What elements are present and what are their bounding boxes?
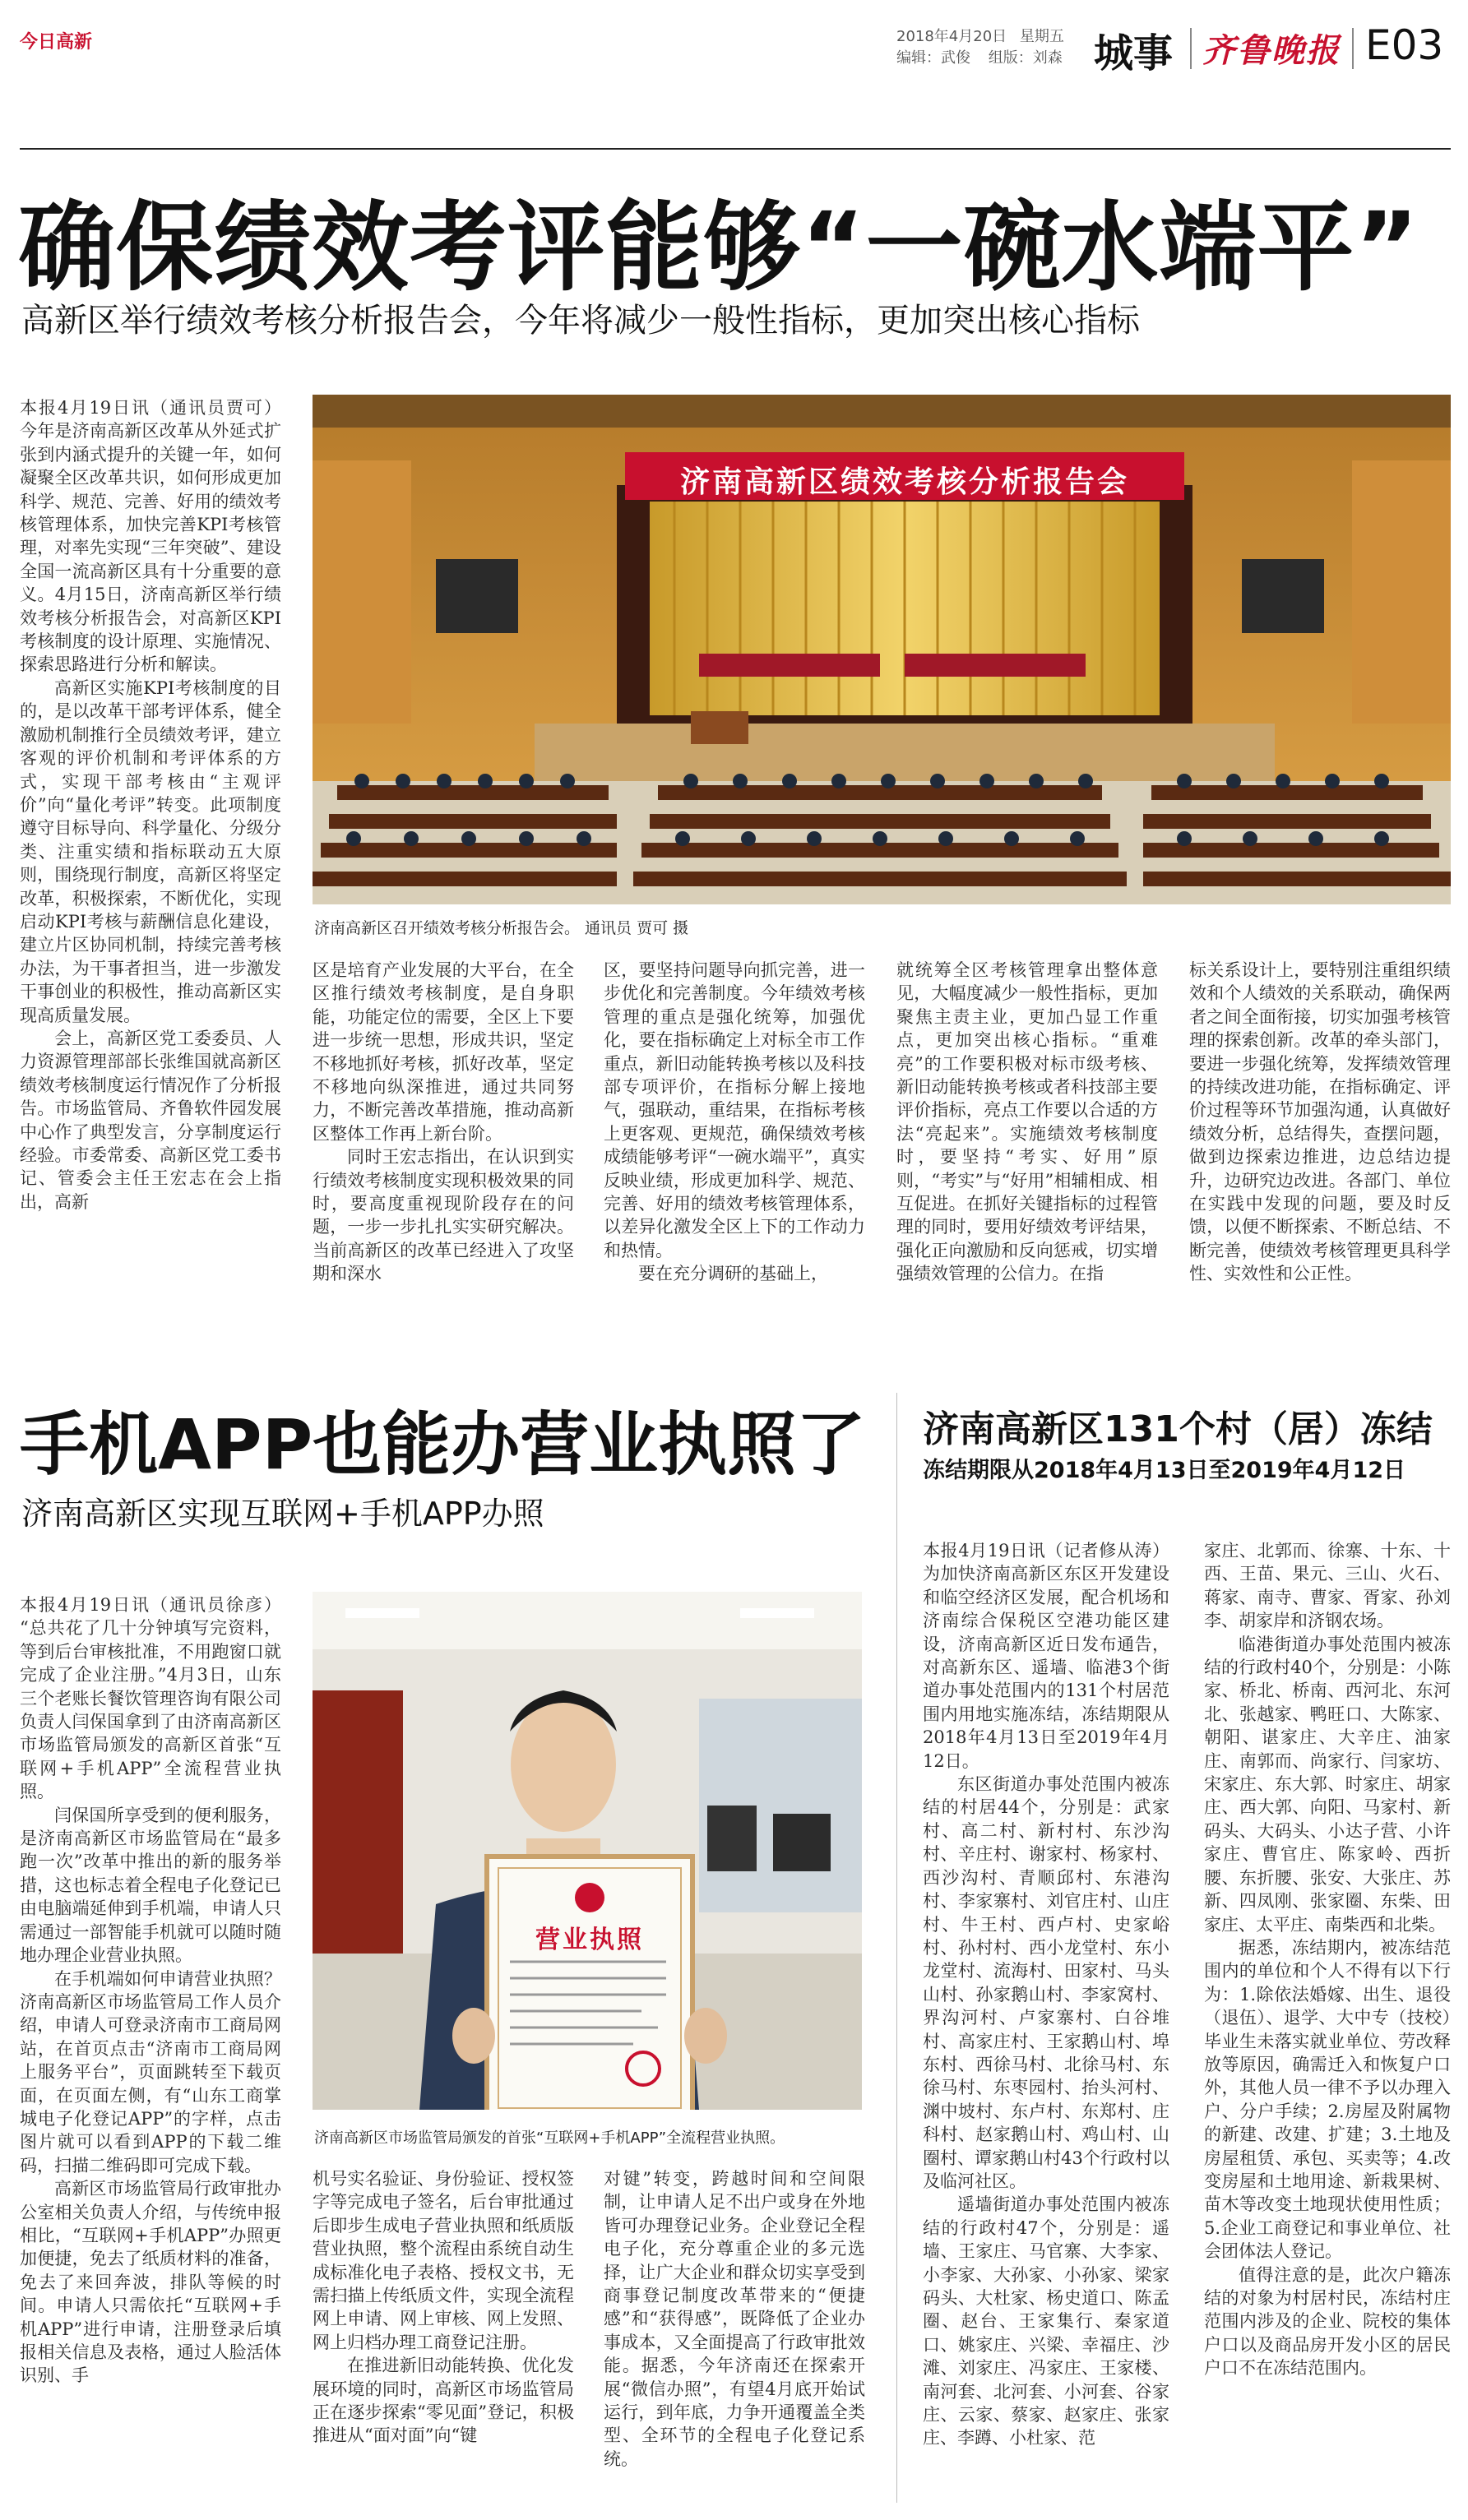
article2-col1-para: 在手机端如何申请营业执照？济南高新区市场监管局工作人员介绍，申请人可登录济南市工商局网站，在首页点击“济南市工商局网上服务平台”，页面跳转至下载页面，在页面左侧，有“山东工商掌城电子化登记APP”的字样，点击图片就可以看到APP的下载二维码，扫描二维码即可完成下载。 xyxy=(20,1968,281,2176)
article2-col2-para: 在推进新旧动能转换、优化发展环境的同时，高新区市场监管局正在逐步探索“零见面”登记，积极推进从“面对面”向“键 xyxy=(313,2356,574,2446)
article1-col5-para: 标关系设计上，要特别注重组织绩效和个人绩效的关系联动，确保两者之间全面衔接，切实加强考核管理的探索创新。改革的牵头部门，要进一步强化统筹，发挥绩效管理的持续改进功能，在指标确定、评价过程等环节加强沟通，认真做好绩效分析，总结得失，查摆问题，做到边探索边推进，边总结边提升，边研究边改进。各部门、单位在实践中发现的问题，要及时反馈，以便不断探索、不断总结、不断完善，使绩效考核管理更具科学性、实效性和公正性。 xyxy=(1189,960,1451,1284)
article1-col4 xyxy=(896,959,1158,1357)
article3-col1-para: 本报4月19日讯（记者修从涛） 为加快济南高新区东区开发建设和临空经济区发展，配合机场和济南综合保税区空港功能区建设，济南高新区近日发布通告，对高新东区、遥墙、临港3个街道办事处范围内的131个村居范围内用地实施冻结，冻结期限从2018年4月13日至2019年4月12日。 xyxy=(923,1541,1169,1771)
article2-headline: 手机APP也能办营业执照了 xyxy=(20,1404,866,1485)
article2-col1-para: 闫保国所享受到的便利服务，是济南高新区市场监管局在“最多跑一次”改革中推出的新的服务举措，这也标志着全程电子化登记已由电脑端延伸到手机端，申请人只需通过一部智能手机就可以随时随地办理企业营业执照。 xyxy=(20,1805,281,1966)
article2-col3-para: 对键”转变，跨越时间和空间限制，让申请人足不出户或身在外地皆可办理登记业务。企业登记全程电子化，充分尊重企业的多元选择，让广大企业和群众切实享受到商事登记制度改革带来的“便捷感”和“获得感”，既降低了企业办事成本，又全面提高了行政审批效能。据悉，今年济南还在探索开展“微信办照”，有望4月底开始试运行，到年底，力争开通覆盖全类型、全环节的全程电子化登记系统。 xyxy=(604,2169,865,2469)
article1-col3-para: 要在充分调研的基础上， xyxy=(638,1264,828,1284)
issue-credits xyxy=(896,46,1063,67)
article1-col1-para: 会上，高新区党工委委员、人力资源管理部部长张维国就高新区绩效考核制度运行情况作了分析报告。市场监管局、齐鲁软件园发展中心作了典型发言，分享制度运行经验。市委常委、高新区党工委书记、管委会主任王宏志在会上指出，高新 xyxy=(20,1028,281,1212)
office-illustration xyxy=(313,1592,862,2110)
column-name: 城事 xyxy=(1094,30,1174,76)
article1-col2-para: 同时王宏志指出，在认识到实行绩效考核制度实现积极效果的同时，要高度重视现阶段存在的问题，一步一步扎扎实实研究解决。当前高新区的改革已经进入了攻坚期和深水 xyxy=(313,1147,574,1284)
section-tag: 今日高新 xyxy=(20,32,93,53)
date-text: 2018年4月20日 xyxy=(896,28,1007,45)
article1-col1-para: 本报4月19日讯（通讯员贾可） 今年是济南高新区改革从外延式扩张到内涵式提升的关键一年，如何凝聚全区改革共识，如何形成更加科学、规范、完善、好用的绩效考核管理体系，加快完善KPI考核管理，对率先实现“三年突破”、建设全国一流高新区具有十分重要的意义。4月15日，济南高新区举行绩效考核分析报告会，对高新区KPI考核制度的设计原理、实施情况、探索思路进行分析和解读。 xyxy=(20,398,281,675)
article1-photo xyxy=(313,395,1451,904)
article3-col2-para: 据悉，冻结期内，被冻结范围内的单位和个人不得有以下行为：1.除依法婚嫁、出生、退役（退伍）、退学、大中专（技校）毕业生未落实就业单位、劳改释放等原因，确需迁入和恢复户口外，其他人员一律不予以办理入户、分户手续；2.房屋及附属物的新建、改建、扩建；3.土地及房屋租赁、承包、买卖等；4.改变房屋和土地用途、新栽果树、苗木等改变土地现状使用性质；5.企业工商登记和事业单位、社会团体法人登记。 xyxy=(1204,1937,1451,2262)
article1-headline: 确保绩效考评能够“一碗水端平” xyxy=(18,191,1420,304)
header-divider-2 xyxy=(1352,28,1354,69)
header-rule xyxy=(20,148,1451,150)
license-title: 营业执照 xyxy=(535,1926,644,1954)
article1-col1-para: 高新区实施KPI考核制度的目的，是以改革干部考评体系，健全激励机制推行全员绩效考评，建立客观的评价机制和考评体系的方式，实现干部考核由“主观评价”向“量化考评”转变。此项制度遵守目标导向、科学量化、分级分类、注重实绩和指标联动五大原则，围绕现行制度，高新区将坚定改革，积极探索，不断优化，实现启动KPI考核与薪酬信息化建设，建立片区协同机制，持续完善考核办法，为干事者担当，进一步激发干事创业的积极性，推动高新区实现高质量发展。 xyxy=(20,677,281,1025)
layout-text: 组版：刘森 xyxy=(988,49,1063,67)
column-separator xyxy=(896,1393,897,2503)
article1-col4-para: 就统筹全区考核管理拿出整体意见，大幅度减少一般性指标，更加聚焦主责主业，更加凸显工作重点，更加突出核心指标。“重难亮”的工作要积极对标市级考核、新旧动能转换考核或者科技部主要评价指标，亮点工作要以合适的方法“亮起来”。实施绩效考核制度时，要坚持“考实、好用”原则，“考实”与“好用”相辅相成、相互促进。在抓好关键指标的过程管理的同时，要用好绩效考评结果，强化正向激励和反向惩戒，切实增强绩效管理的公信力。在指 xyxy=(896,960,1158,1284)
article3-col2-para: 临港街道办事处范围内被冻结的行政村40个，分别是：小陈家、桥北、桥南、西河北、东河北、张越家、鸭旺口、大陈家、朝阳、谌家庄、大辛庄、油家庄、南郭而、尚家行、闫家坊、宋家庄、东大郭、时家庄、胡家庄、西大郭、向阳、马家村、新码头、大码头、小达子营、小许家庄、曹官庄、陈家岭、西折腰、东折腰、张安、大张庄、苏新、四凤刚、张家圈、东柴、田家庄、太平庄、南柴西和北柴。 xyxy=(1204,1634,1451,1935)
article3-col1 xyxy=(923,1539,1169,2508)
header-divider xyxy=(1190,28,1192,69)
article3-headline: 济南高新区131个村（居）冻结 xyxy=(923,1408,1433,1450)
article3-subhead: 冻结期限从2018年4月13日至2019年4月12日 xyxy=(923,1458,1406,1483)
article3-col1-para: 遥墙街道办事处范围内被冻结的行政村47个，分别是：遥墙、王家庄、马官寨、大李家、小李家、大孙家、小孙家、梁家码头、大杜家、杨史道口、陈孟圈、赵台、王家集行、秦家道口、姚家庄、兴梁、幸福庄、沙滩、刘家庄、冯家庄、王家楼、南河套、北河套、小河套、谷家庄、云家、蔡家、赵家庄、张家庄、李蹲、小杜家、范 xyxy=(923,2194,1169,2448)
article2-subhead: 济南高新区实现互联网+手机APP办照 xyxy=(21,1496,544,1532)
article1-col2-para: 区是培育产业发展的大平台，在全区推行绩效考核制度，是自身职能，功能定位的需要，全区上下要进一步统一思想，形成共识，坚定不移地抓好考核，抓好改革，坚定不移地向纵深推进，通过共同努力，不断完善改革措施，推动高新区整体工作再上新台阶。 xyxy=(313,960,574,1144)
article1-col5 xyxy=(1189,959,1451,1357)
article3-col2 xyxy=(1204,1539,1451,2508)
article2-photo xyxy=(313,1592,862,2110)
article2-col1 xyxy=(20,1593,281,2508)
article1-subhead: 高新区举行绩效考核分析报告会，今年将减少一般性指标，更加突出核心指标 xyxy=(21,302,1140,340)
weekday-text: 星期五 xyxy=(1019,28,1064,45)
article2-col1-para: 本报4月19日讯（通讯员徐彦） “总共花了几十分钟填写完资料，等到后台审核批准，不用跑窗口就完成了企业注册。”4月3日，山东三个老账长餐饮管理咨询有限公司负责人闫保国拿到了由济南高新区市场监管局颁发的高新区首张“互联网+手机APP”全流程营业执照。 xyxy=(20,1595,281,1802)
article2-photo-caption: 济南高新区市场监管局颁发的首张“互联网+手机APP”全流程营业执照。 xyxy=(314,2129,785,2147)
article1-col2 xyxy=(313,959,574,1357)
article1-photo-caption: 济南高新区召开绩效考核分析报告会。 通讯员 贾可 摄 xyxy=(314,919,689,937)
article2-col1-para: 高新区市场监管局行政审批办公室相关负责人介绍，与传统申报相比，“互联网+手机APP”办照更加便捷，免去了纸质材料的准备，免去了来回奔波，排队等候的时间。申请人只需依托“互联网+手机APP”进行申请，注册登录后填报相关信息及表格，通过人脸活体识别、手 xyxy=(20,2179,281,2386)
issue-date xyxy=(896,25,1064,46)
article1-col3 xyxy=(604,959,865,1357)
editor-text: 编辑：武俊 xyxy=(896,49,970,67)
page-number: E03 xyxy=(1365,21,1444,69)
article2-col2 xyxy=(313,2167,574,2508)
paper-logo: 齐鲁晚报 xyxy=(1202,31,1341,70)
article3-col1-para: 东区街道办事处范围内被冻结的村居44个，分别是：武家村、高二村、新村村、东沙沟村、辛庄村、谢家村、杨家村、西沙沟村、青顺邱村、东港沟村、李家寨村、刘官庄村、山庄村、牛王村、西卢村、史家峪村、孙村村、西小龙堂村、东小龙堂村、流海村、田家村、马头山村、孙家鹅山村、李家窝村、界沟河村、卢家寨村、白谷堆村、高家庄村、王家鹅山村、埠东村、西徐马村、北徐马村、东徐马村、东枣园村、抬头河村、渊中坡村、东卢村、东郑村、庄科村、赵家鹅山村、鸡山村、山圈村、谭家鹅山村43个行政村以及临河社区。 xyxy=(923,1774,1169,2191)
article3-col2-para: 值得注意的是，此次户籍冻结的对象为村居村民，冻结村庄范围内涉及的企业、院校的集体户口以及商品房开发小区的居民户口不在冻结范围内。 xyxy=(1204,2264,1451,2379)
stage-banner: 济南高新区绩效考核分析报告会 xyxy=(679,465,1129,499)
article2-col3 xyxy=(604,2167,865,2508)
article2-col2-para: 机号实名验证、身份验证、授权签字等完成电子签名，后台审批通过后即步生成电子营业执照和纸质版营业执照，整个流程由系统自动生成标准化电子表格、授权文书，无需扫描上传纸质文件，实现全流程网上申请、网上审核、网上发照、网上归档办理工商登记注册。 xyxy=(313,2169,574,2352)
article1-col1 xyxy=(20,396,281,1354)
article3-col2-para: 家庄、北郭而、徐寨、十东、十西、王苗、果元、三山、火石、蒋家、南寺、曹家、胥家、孙刘李、胡家岸和济钢农场。 xyxy=(1204,1541,1451,1631)
article1-col3-para: 区，要坚持问题导向抓完善，进一步优化和完善制度。今年绩效考核管理的重点是强化统筹，加强优化，要在指标确定上对标全市工作重点，新旧动能转换考核以及科技部专项评价，在指标分解上接地气，强联动，重结果，在指标考核上更客观、更规范，确保绩效考核成绩能够考评“一碗水端平”，真实反映业绩，形成更加科学、规范、完善、好用的绩效考核管理体系，以差异化激发全区上下的工作动力和热情。 xyxy=(604,960,865,1260)
